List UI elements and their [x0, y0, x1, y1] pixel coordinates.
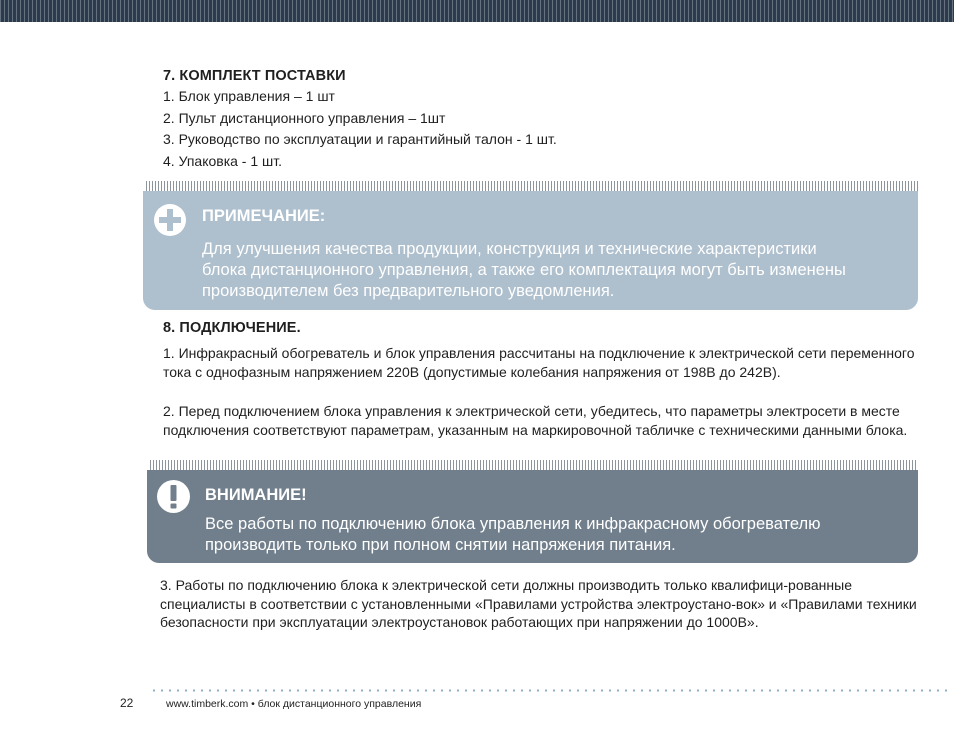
section-7-heading: 7. КОМПЛЕКТ ПОСТАВКИ [163, 68, 346, 84]
page-number: 22 [120, 696, 134, 710]
list-item: 3. Руководство по эксплуатации и гарантийный талон - 1 шт. [163, 131, 557, 147]
note-line: Для улучшения качества продукции, конструкция и технические характеристики [202, 240, 817, 258]
note-title: ПРИМЕЧАНИЕ: [202, 207, 326, 225]
top-decorative-bar [0, 0, 954, 22]
plus-circle-icon [153, 203, 187, 237]
note-tick-strip [146, 181, 918, 191]
section-8-heading: 8. ПОДКЛЮЧЕНИЕ. [163, 320, 301, 336]
section-8 [163, 320, 301, 336]
exclamation-circle-icon [156, 479, 191, 514]
list-item: 2. Пульт дистанционного управления – 1шт [163, 109, 446, 126]
list-item: 4. Упаковка - 1 шт. [163, 152, 283, 169]
footer-text: www.timberk.com • блок дистанционного управления [166, 698, 422, 710]
note-line: блока дистанционного управления, а также его комплектация могут быть изменены [202, 261, 846, 279]
section-7 [163, 68, 557, 172]
warning-tick-strip [150, 460, 918, 470]
warning-title: ВНИМАНИЕ! [205, 486, 307, 504]
warning-box [147, 470, 918, 563]
note-line: производителем без предварительного уведомления. [202, 282, 615, 300]
list-item: 1. Блок управления – 1 шт [163, 88, 335, 104]
paragraph: 3. Работы по подключению блока к электрической сети должны производить только квалифици-рованные специалисты в соответствии с установленными «Правилами устройства электроустано-вок» и «Правилами техники безопасности при эксплуатации электроустановок работающих при напряжении до 1000В». [160, 577, 917, 630]
warning-line: Все работы по подключению блока управления к инфракрасному обогревателю [205, 515, 821, 533]
warning-line: производить только при полном снятии напряжения питания. [205, 536, 676, 554]
note-text [202, 239, 914, 302]
paragraph: 1. Инфракрасный обогреватель и блок управления рассчитаны на подключение к электрической сети переменного тока с однофазным напряжением 220В (допустимые колебания напряжения от 198В до 242В). [163, 345, 915, 380]
note-box [143, 191, 918, 310]
warning-text [205, 514, 915, 556]
footer-dotted-rule [150, 689, 950, 692]
paragraph: 2. Перед подключением блока управления к электрической сети, убедитесь, что параметры электросети в месте подключения соответствуют параметрам, указанным на маркировочной табличке с техническими данными блока. [163, 403, 908, 438]
